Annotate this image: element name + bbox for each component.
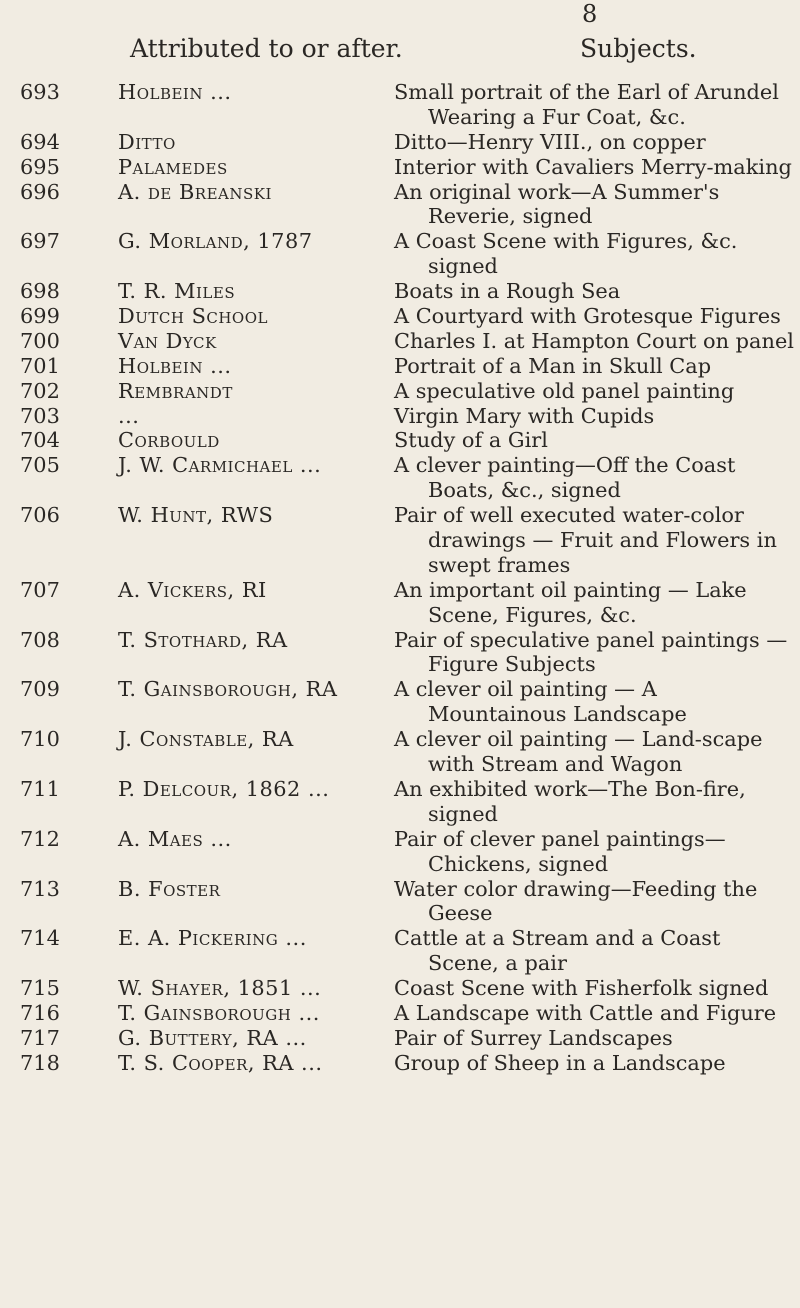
lot-number: 708 <box>20 627 60 652</box>
catalogue-entry <box>0 354 800 379</box>
lot-number: 706 <box>20 503 60 528</box>
artist: Holbein ... <box>118 80 232 104</box>
lot-number: 697 <box>20 229 60 254</box>
catalogue-entry <box>0 1001 800 1026</box>
subject: Boats in a Rough Sea <box>394 279 621 304</box>
subject: A clever oil painting — A Mountainous Landscape <box>394 677 687 727</box>
lot-number: 694 <box>20 129 60 154</box>
subject: A clever oil painting — Land-scape with Stream and Wagon <box>394 727 763 777</box>
artist: B. Foster <box>118 876 221 901</box>
catalogue-entry <box>0 453 800 503</box>
catalogue-entry <box>0 180 800 230</box>
catalogue-entry <box>0 404 800 429</box>
artist: Dutch School <box>118 304 268 329</box>
catalogue-entry <box>0 1051 800 1076</box>
lot-number: 698 <box>20 279 60 304</box>
subject: Ditto—Henry VIII., on copper <box>394 129 706 154</box>
artist: T. Gainsborough, RA <box>118 677 338 702</box>
subject: An original work—A Summer's Reverie, signed <box>394 179 720 229</box>
catalogue-entry <box>0 578 800 628</box>
artist: J. W. Carmichael ... <box>118 453 322 478</box>
lot-number: 703 <box>20 403 60 428</box>
subject: An important oil painting — Lake Scene, Figures, &c. <box>394 577 747 627</box>
artist: Van Dyck <box>118 328 217 353</box>
lot-number: 693 <box>20 80 60 104</box>
artist: ... <box>118 403 140 428</box>
lot-number: 718 <box>20 1050 60 1075</box>
artist: A. Vickers, RI <box>118 577 267 602</box>
lot-number: 712 <box>20 826 60 851</box>
subject: Pair of clever panel paintings— Chickens, signed <box>394 826 726 876</box>
artist: Corbould <box>118 428 220 453</box>
subject: Virgin Mary with Cupids <box>394 403 655 428</box>
artist: A. Maes ... <box>118 826 232 851</box>
artist: A. de Breanski <box>118 179 272 204</box>
catalogue-entry <box>0 503 800 578</box>
column-header-subjects: Subjects. <box>580 34 697 63</box>
artist: T. Stothard, RA <box>118 627 288 652</box>
subject: Study of a Girl <box>394 428 548 453</box>
lot-number: 709 <box>20 677 60 702</box>
subject: Small portrait of the Earl of Arundel Wearing a Fur Coat, &c. <box>394 80 779 129</box>
catalogue-entry <box>0 677 800 727</box>
lot-number: 702 <box>20 378 60 403</box>
subject: A speculative old panel painting <box>394 378 735 403</box>
lot-number: 715 <box>20 976 60 1001</box>
catalogue-entry <box>0 827 800 877</box>
subject: Group of Sheep in a Landscape <box>394 1050 726 1075</box>
lot-number: 699 <box>20 304 60 329</box>
lot-number: 700 <box>20 328 60 353</box>
catalogue-entry <box>0 976 800 1001</box>
lot-number: 705 <box>20 453 60 478</box>
lot-number: 710 <box>20 727 60 752</box>
catalogue-entry <box>0 329 800 354</box>
catalogue-entry <box>0 155 800 180</box>
lot-number: 711 <box>20 776 60 801</box>
artist: G. Buttery, RA ... <box>118 1025 307 1050</box>
lot-number: 695 <box>20 154 60 179</box>
artist: Holbein ... <box>118 353 232 378</box>
subject: Charles I. at Hampton Court on panel <box>394 328 794 353</box>
subject: Pair of speculative panel paintings —Figure Subjects <box>394 627 788 677</box>
artist: Ditto <box>118 129 176 154</box>
artist: T. S. Cooper, RA ... <box>118 1050 323 1075</box>
subject: Coast Scene with Fisherfolk signed <box>394 976 769 1001</box>
catalogue-entry <box>0 727 800 777</box>
page-number: 8 <box>582 0 598 28</box>
artist: T. R. Miles <box>118 279 236 304</box>
subject: An exhibited work—The Bon-fire, signed <box>394 776 746 826</box>
catalogue-entry <box>0 1026 800 1051</box>
artist: W. Hunt, RWS <box>118 503 274 528</box>
catalogue-entry <box>0 877 800 927</box>
column-header-attributed: Attributed to or after. <box>130 34 403 63</box>
subject: Interior with Cavaliers Merry-making <box>394 154 792 179</box>
subject: Water color drawing—Feeding the Geese <box>394 876 758 926</box>
artist: Palamedes <box>118 154 228 179</box>
catalogue-entry <box>0 279 800 304</box>
catalogue-entry <box>0 428 800 453</box>
catalogue-entry <box>0 379 800 404</box>
artist: G. Morland, 1787 <box>118 229 313 254</box>
artist: E. A. Pickering ... <box>118 926 307 951</box>
subject: A Coast Scene with Figures, &c. signed <box>394 229 738 279</box>
lot-number: 714 <box>20 926 60 951</box>
subject: A clever painting—Off the Coast Boats, &c., signed <box>394 453 736 503</box>
artist: Rembrandt <box>118 378 233 403</box>
subject: Cattle at a Stream and a Coast Scene, a pair <box>394 926 721 976</box>
catalogue-entry <box>0 80 800 130</box>
lot-number: 716 <box>20 1000 60 1025</box>
catalogue-entry <box>0 926 800 976</box>
subject: Portrait of a Man in Skull Cap <box>394 353 712 378</box>
lot-number: 707 <box>20 577 60 602</box>
lot-number: 717 <box>20 1025 60 1050</box>
subject: Pair of well executed water-color drawings — Fruit and Flowers in swept frames <box>394 503 777 577</box>
artist: W. Shayer, 1851 ... <box>118 976 322 1001</box>
lot-number: 713 <box>20 876 60 901</box>
artist: T. Gainsborough ... <box>118 1000 320 1025</box>
artist: J. Constable, RA <box>118 727 294 752</box>
lot-number: 696 <box>20 179 60 204</box>
subject: Pair of Surrey Landscapes <box>394 1025 673 1050</box>
catalogue-entry <box>0 777 800 827</box>
subject: A Courtyard with Grotesque Figures <box>394 304 781 329</box>
catalogue-entry <box>0 130 800 155</box>
subject: A Landscape with Cattle and Figure <box>394 1000 777 1025</box>
lot-number: 704 <box>20 428 60 453</box>
catalogue-entry <box>0 304 800 329</box>
catalogue-entry <box>0 628 800 678</box>
catalogue-entry <box>0 229 800 279</box>
artist: P. Delcour, 1862 ... <box>118 776 330 801</box>
lot-number: 701 <box>20 353 60 378</box>
